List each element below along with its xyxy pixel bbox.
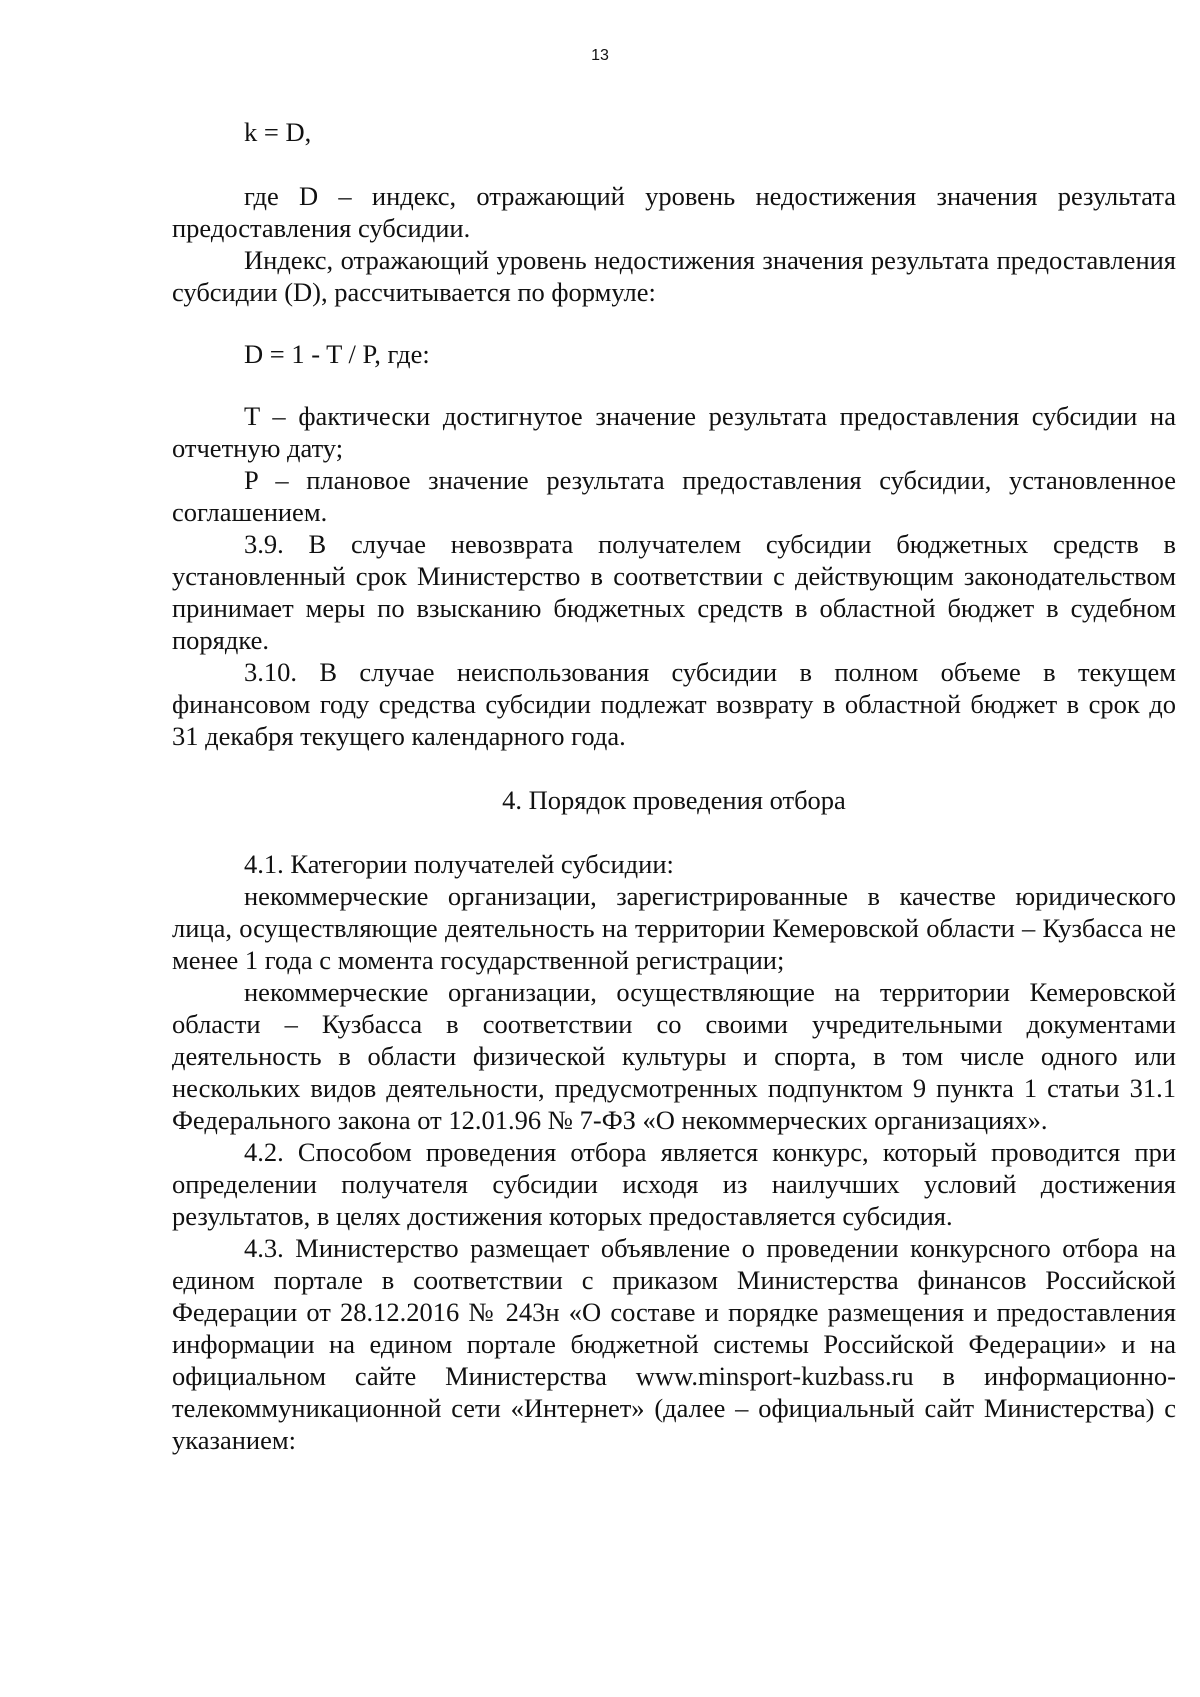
spacer (172, 752, 1176, 784)
paragraph-3-9: 3.9. В случае невозврата получателем субсидии бюджетных средств в установленный срок Министерство в соответствии с действующим законодательством принимает меры по взысканию бюджетных средств в областной бюджет в судебном порядке. (172, 529, 1176, 655)
paragraph-3-10: 3.10. В случае неиспользования субсидии в полном объеме в текущем финансовом году средства субсидии подлежат возврату в областной бюджет в срок до 31 декабря текущего календарного года. (172, 657, 1176, 751)
page-number: 13 (591, 47, 609, 64)
paragraph-4-1: 4.1. Категории получателей субсидии: (244, 849, 674, 879)
formula-d: D = 1 - T / P, где: (244, 339, 430, 369)
spacer (172, 816, 1176, 848)
paragraph-category-1: некоммерческие организации, зарегистрированные в качестве юридического лица, осуществляющие деятельность на территории Кемеровской области – Кузбасса не менее 1 года с момента государственной регистрации; (172, 881, 1176, 975)
paragraph-4-3: 4.3. Министерство размещает объявление о проведении конкурсного отбора на едином портале в соответствии с приказом Министерства финансов Российской Федерации от 28.12.2016 № 243н «О составе и порядке размещения и предоставления информации на едином портале бюджетной системы Российской Федерации» и на официальном сайте Министерства www.minsport-kuzbass.ru в информационно-телекоммуникационной сети «Интернет» (далее – официальный сайт Министерства) с указанием: (172, 1233, 1176, 1455)
paragraph-d-formula-intro: Индекс, отражающий уровень недостижения значения результата предоставления субсидии (D), рассчитывается по формуле: (172, 245, 1176, 307)
page-body (172, 116, 1176, 1456)
paragraph-p-definition: P – плановое значение результата предоставления субсидии, установленное соглашением. (172, 465, 1176, 527)
paragraph-t-definition: T – фактически достигнутое значение результата предоставления субсидии на отчетную дату; (172, 401, 1176, 463)
paragraph-4-2: 4.2. Способом проведения отбора является конкурс, который проводится при определении получателя субсидии исходя из наилучших условий достижения результатов, в целях достижения которых предоставляется субсидия. (172, 1137, 1176, 1231)
paragraph-d-definition: где D – индекс, отражающий уровень недостижения значения результата предоставления субсидии. (172, 181, 1176, 243)
paragraph-category-2: некоммерческие организации, осуществляющие на территории Кемеровской области – Кузбасса в соответствии со своими учредительными документами деятельность в области физической культуры и спорта, в том числе одного или нескольких видов деятельности, предусмотренных подпунктом 9 пункта 1 статьи 31.1 Федерального закона от 12.01.96 № 7-ФЗ «О некоммерческих организациях». (172, 977, 1176, 1135)
spacer (172, 308, 1176, 338)
spacer (172, 370, 1176, 400)
formula-k: k = D, (244, 117, 312, 147)
spacer (172, 148, 1176, 180)
section-heading-4: 4. Порядок проведения отбора (502, 785, 846, 815)
